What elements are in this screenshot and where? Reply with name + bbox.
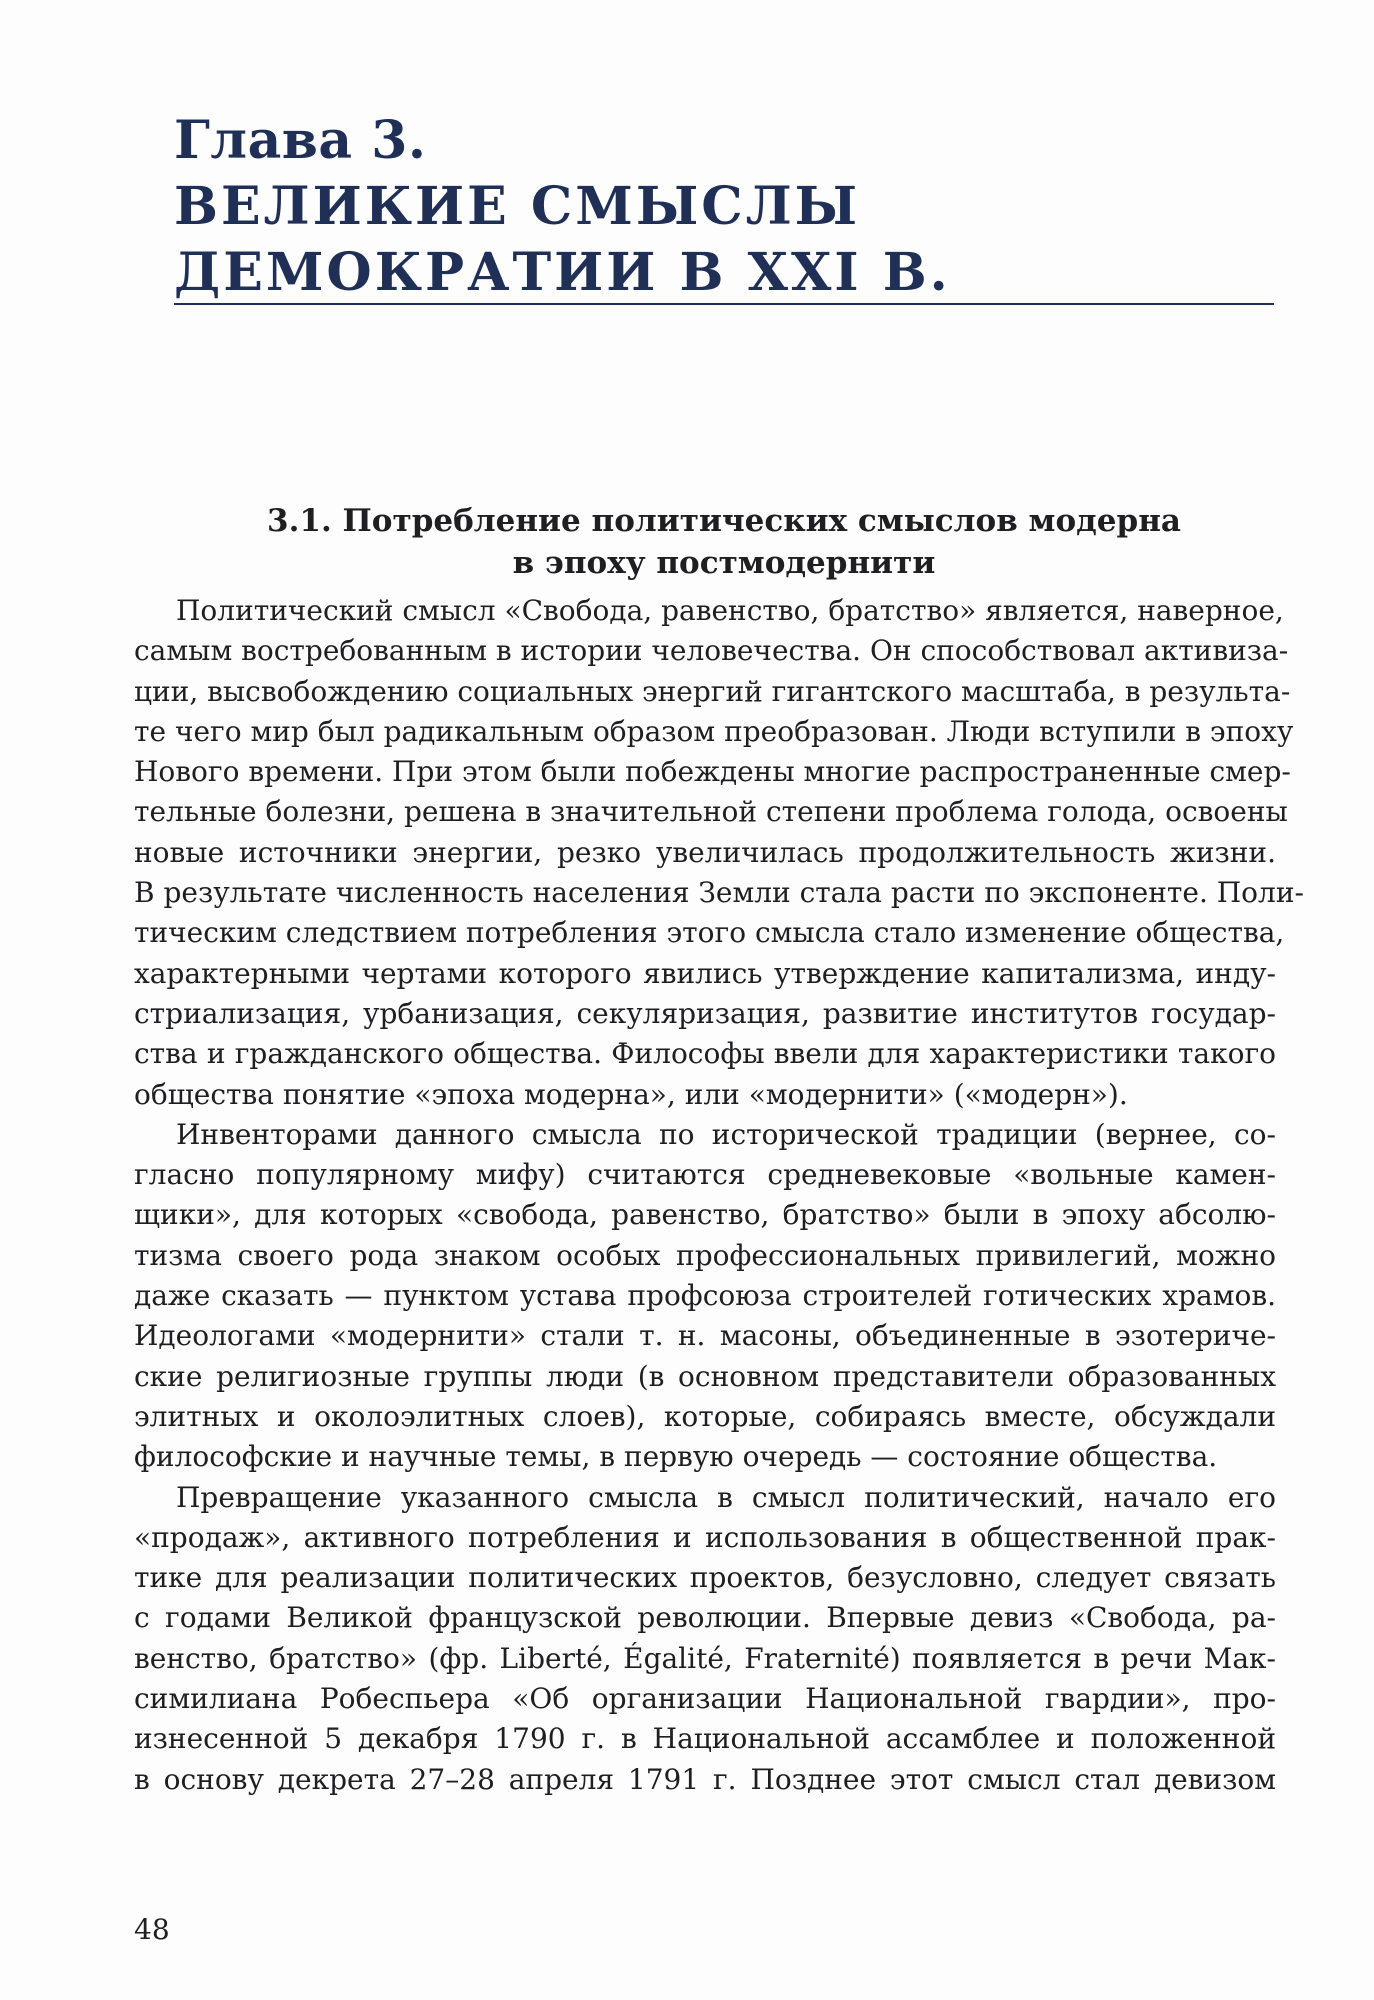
chapter-divider bbox=[174, 303, 1274, 305]
text-line: ции, высвобождению социальных энергий гигантского масштаба, в результа- bbox=[134, 674, 1291, 708]
text-line: Нового времени. При этом были побеждены многие распространенные смер- bbox=[134, 755, 1291, 789]
text-line: в основу декрета 27–28 апреля 1791 г. Позднее этот смысл стал девизом bbox=[134, 1762, 1276, 1796]
text-line: симилиана Робеспьера «Об организации Национальной гвардии», про- bbox=[134, 1682, 1276, 1716]
paragraph bbox=[134, 591, 1304, 1115]
text-line: тике для реализации политических проектов, безусловно, следует связать bbox=[134, 1561, 1276, 1595]
text-line: тическим следствием потребления этого смысла стало изменение общества, bbox=[134, 916, 1285, 950]
chapter-title-line: ДЕМОКРАТИИ В XXI В. bbox=[174, 242, 951, 303]
text-line: венство, братство» (фр. Liberté, Égalité, Fraternité) появляется в речи Мак- bbox=[134, 1641, 1276, 1675]
text-line: с годами Великой французской революции. Впервые девиз «Свобода, ра- bbox=[134, 1601, 1276, 1635]
section-heading bbox=[174, 500, 1274, 584]
body-text bbox=[134, 591, 1304, 1800]
text-line: те чего мир был радикальным образом преобразован. Люди вступили в эпоху bbox=[134, 714, 1294, 748]
text-line: изнесенной 5 декабря 1790 г. в Национальной ассамблее и положенной bbox=[134, 1722, 1276, 1756]
text-line: стриализация, урбанизация, секуляризация, развитие институтов государ- bbox=[134, 996, 1276, 1030]
paragraph bbox=[134, 1115, 1276, 1478]
text-line: Инвенторами данного смысла по исторической традиции (вернее, со- bbox=[176, 1117, 1276, 1151]
text-line: тизма своего рода знаком особых профессиональных привилегий, можно bbox=[134, 1238, 1276, 1272]
paragraph bbox=[134, 1478, 1276, 1800]
section-heading-line: 3.1. Потребление политических смыслов модерна bbox=[267, 503, 1181, 539]
text-line: ства и гражданского общества. Философы ввели для характеристики такого bbox=[134, 1037, 1276, 1071]
text-line: ские религиозные группы люди (в основном представители образованных bbox=[134, 1359, 1276, 1393]
chapter-heading bbox=[174, 108, 1274, 306]
text-line: общества понятие «эпоха модерна», или «модернити» («модерн»). bbox=[134, 1077, 1128, 1111]
text-line: «продаж», активного потребления и использования в общественной прак- bbox=[134, 1520, 1276, 1554]
text-line: щики», для которых «свобода, равенство, братство» были в эпоху абсолю- bbox=[134, 1198, 1276, 1232]
text-line: Превращение указанного смысла в смысл политический, начало его bbox=[176, 1480, 1276, 1514]
text-line: тельные болезни, решена в значительной степени проблема голода, освоены bbox=[134, 795, 1288, 829]
text-line: гласно популярному мифу) считаются средневековые «вольные камен- bbox=[134, 1158, 1276, 1192]
chapter-label: Глава 3. bbox=[174, 110, 427, 171]
section-heading-line: в эпоху постмодернити bbox=[512, 545, 936, 581]
chapter-title-line: ВЕЛИКИЕ СМЫСЛЫ bbox=[174, 176, 861, 237]
text-line: Политический смысл «Свобода, равенство, братство» является, наверное, bbox=[176, 594, 1284, 627]
text-line: самым востребованным в истории человечества. Он способствовал активиза- bbox=[134, 634, 1289, 668]
text-line: новые источники энергии, резко увеличилась продолжительность жизни. bbox=[134, 835, 1276, 869]
text-line: Идеологами «модернити» стали т. н. масоны, объединенные в эзотериче- bbox=[134, 1319, 1276, 1353]
text-line: даже сказать — пунктом устава профсоюза строителей готических храмов. bbox=[134, 1279, 1276, 1313]
text-line: В результате численность населения Земли стала расти по экспоненте. Поли- bbox=[134, 876, 1304, 910]
text-line: философские и научные темы, в первую очередь — состояние общества. bbox=[134, 1440, 1218, 1474]
text-line: характерными чертами которого явились утверждение капитализма, инду- bbox=[134, 956, 1276, 990]
page-number: 48 bbox=[134, 1913, 170, 1946]
text-line: элитных и околоэлитных слоев), которые, собираясь вместе, обсуждали bbox=[134, 1399, 1276, 1433]
